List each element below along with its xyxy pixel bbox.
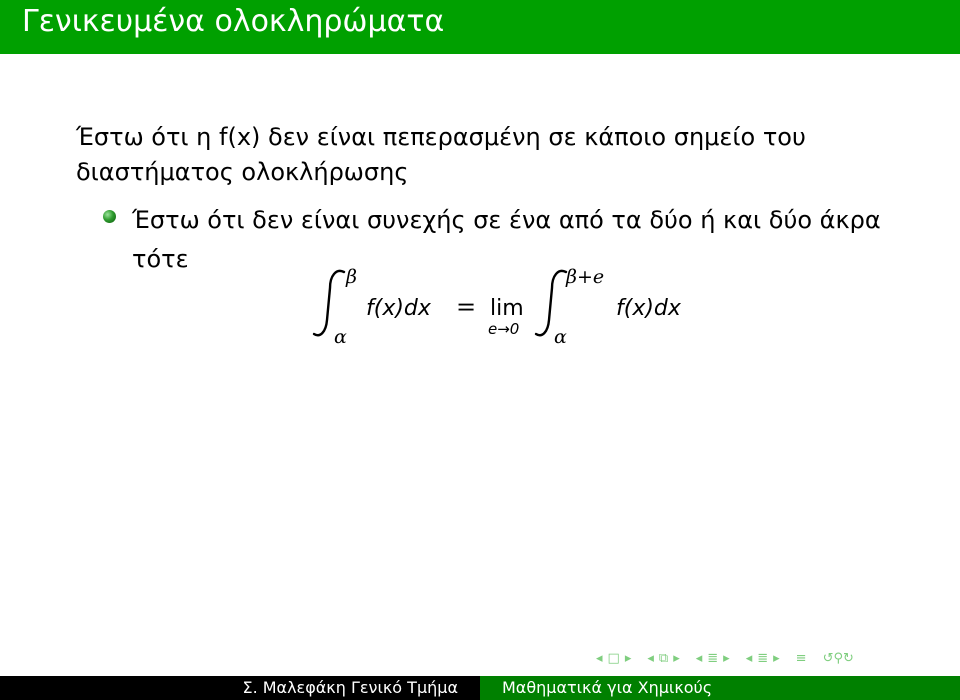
nav-frame-icon[interactable]: □: [607, 651, 620, 666]
nav-prev-section-icon[interactable]: ◂: [695, 651, 703, 666]
integrand-2: f(x)dx: [616, 296, 681, 321]
nav-search-icon[interactable]: ↺⚲↻: [822, 651, 854, 666]
intro-paragraph: Έστω ότι η f(x) δεν είναι πεπερασμένη σε κάποιο σημείο του διαστήματος ολοκλήρωσης: [76, 123, 806, 186]
integral-2-upper: β+e: [566, 266, 605, 288]
equals-sign: =: [456, 293, 477, 321]
nav-align-icon[interactable]: ≡: [795, 651, 807, 666]
integral-2-lower: α: [554, 326, 567, 348]
footer-course: Μαθηματικά για Χημικούς: [480, 676, 960, 700]
slide-footer: [0, 676, 960, 700]
beamer-navigation: [596, 648, 854, 670]
nav-prev-section2-icon[interactable]: ◂: [745, 651, 753, 666]
integral-1-upper: β: [346, 266, 357, 288]
nav-subsection-icon[interactable]: ⧉: [658, 651, 669, 666]
footer-author: Σ. Μαλεφάκη Γενικό Τμήμα: [242, 678, 458, 697]
nav-section-icon[interactable]: ≣: [707, 651, 719, 666]
nav-next-subsection-icon[interactable]: ▸: [673, 651, 680, 666]
nav-next-frame-icon[interactable]: ▸: [624, 651, 632, 666]
nav-next-section-icon[interactable]: ▸: [723, 651, 730, 666]
integral-1-lower: α: [334, 326, 347, 348]
nav-prev-subsection-icon[interactable]: ◂: [647, 651, 654, 666]
slide-title: Γενικευμένα ολοκληρώματα: [22, 4, 445, 39]
limit-operator: lim: [490, 296, 524, 321]
nav-prev-frame-icon[interactable]: ◂: [596, 651, 603, 666]
nav-next-section2-icon[interactable]: ▸: [773, 651, 780, 666]
bullet-item-1: Έστω ότι δεν είναι συνεχής σε ένα από τα δύο ή και δύο άκρα τότε: [132, 206, 881, 273]
integrand-1: f(x)dx: [366, 296, 431, 321]
nav-section2-icon[interactable]: ≣: [757, 651, 769, 666]
limit-subscript: e→0: [488, 320, 520, 338]
